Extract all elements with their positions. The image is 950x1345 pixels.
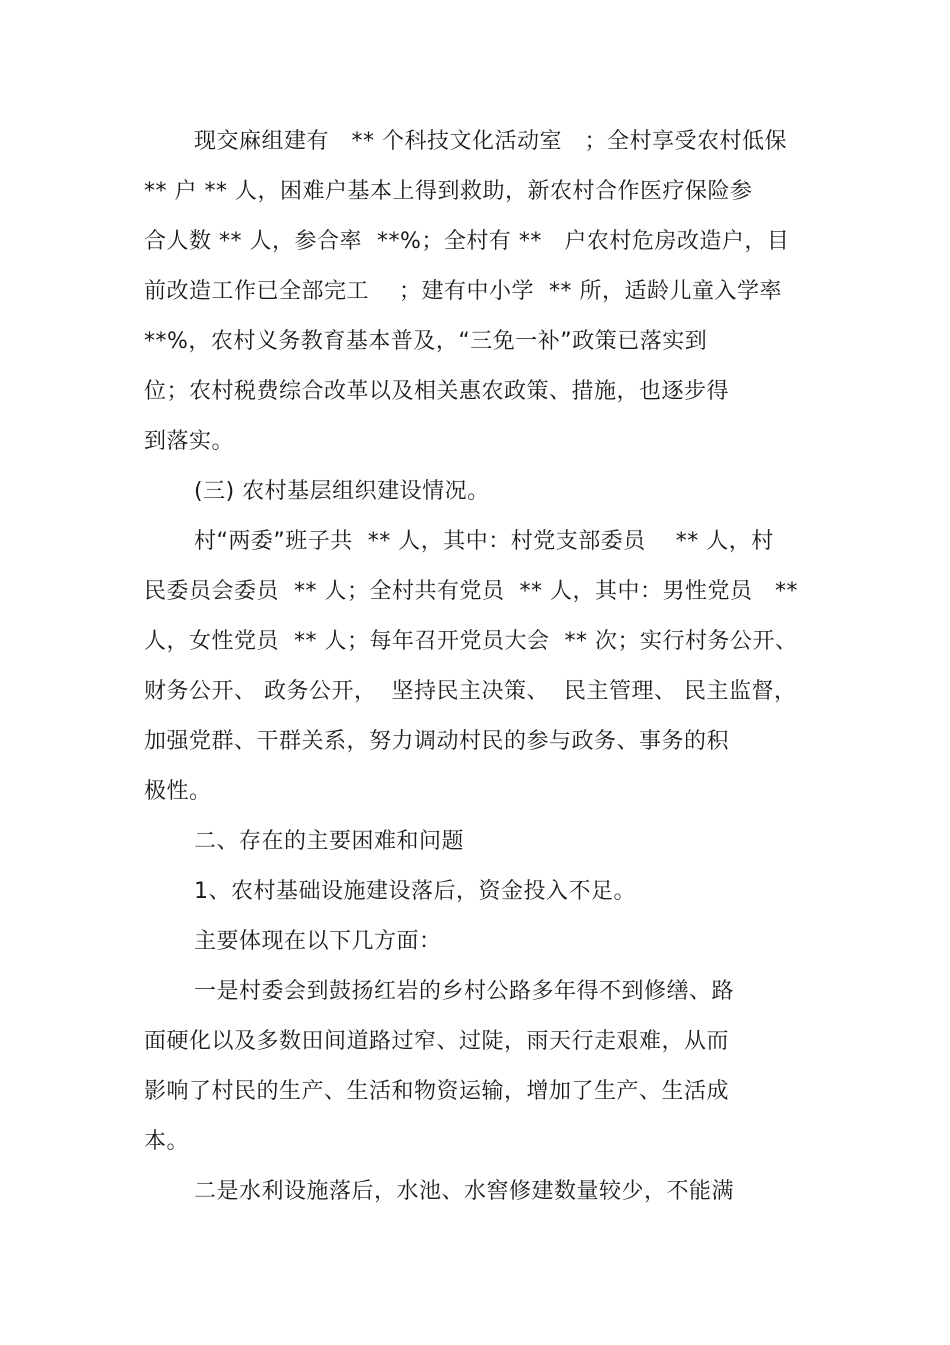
text-line-11: 人，女性党员 ** 人；每年召开党员大会 ** 次；实行村务公开、 [144,629,798,654]
text-line-18: 一是村委会到鼓扬红岩的乡村公路多年得不到修缮、路 [194,979,735,1004]
text-line-16: 1、农村基础设施建设落后，资金投入不足。 [194,879,636,904]
text-line-10: 民委员会委员 ** 人；全村共有党员 ** 人，其中：男性党员 ** [144,579,798,604]
text-line-6: 位；农村税费综合改革以及相关惠农政策、措施，也逐步得 [144,379,730,404]
text-line-21: 本。 [144,1129,190,1154]
section-heading-problems: 二、存在的主要困难和问题 [194,829,465,854]
text-line-12: 财务公开、 政务公开， 坚持民主决策、 民主管理、 民主监督， [144,679,797,704]
text-line-4: 前改造工作已全部完工 ；建有中小学 ** 所，适龄儿童入学率 [144,279,782,304]
text-line-20: 影响了村民的生产、生活和物资运输，增加了生产、生活成 [144,1079,730,1104]
text-line-3: 合人数 ** 人，参合率 **%；全村有 ** 户农村危房改造户，目 [144,229,790,254]
text-line-14: 极性。 [144,779,212,804]
text-line-13: 加强党群、干群关系，努力调动村民的参与政务、事务的积 [144,729,730,754]
section-heading-3: (三) 农村基层组织建设情况。 [194,479,490,504]
text-line-7: 到落实。 [144,429,235,454]
text-line-5: **%，农村义务教育基本普及，“三免一补”政策已落实到 [144,329,708,354]
text-line-9: 村“两委”班子共 ** 人，其中：村党支部委员 ** 人，村 [194,529,774,554]
text-line-17: 主要体现在以下几方面： [194,929,442,954]
text-line-1: 现交麻组建有 ** 个科技文化活动室 ；全村享受农村低保 [194,129,787,154]
text-line-19: 面硬化以及多数田间道路过窄、过陡，雨天行走艰难，从而 [144,1029,730,1054]
text-line-2: ** 户 ** 人，困难户基本上得到救助，新农村合作医疗保险参 [144,179,753,204]
text-line-22: 二是水利设施落后，水池、水窖修建数量较少，不能满 [194,1179,735,1204]
